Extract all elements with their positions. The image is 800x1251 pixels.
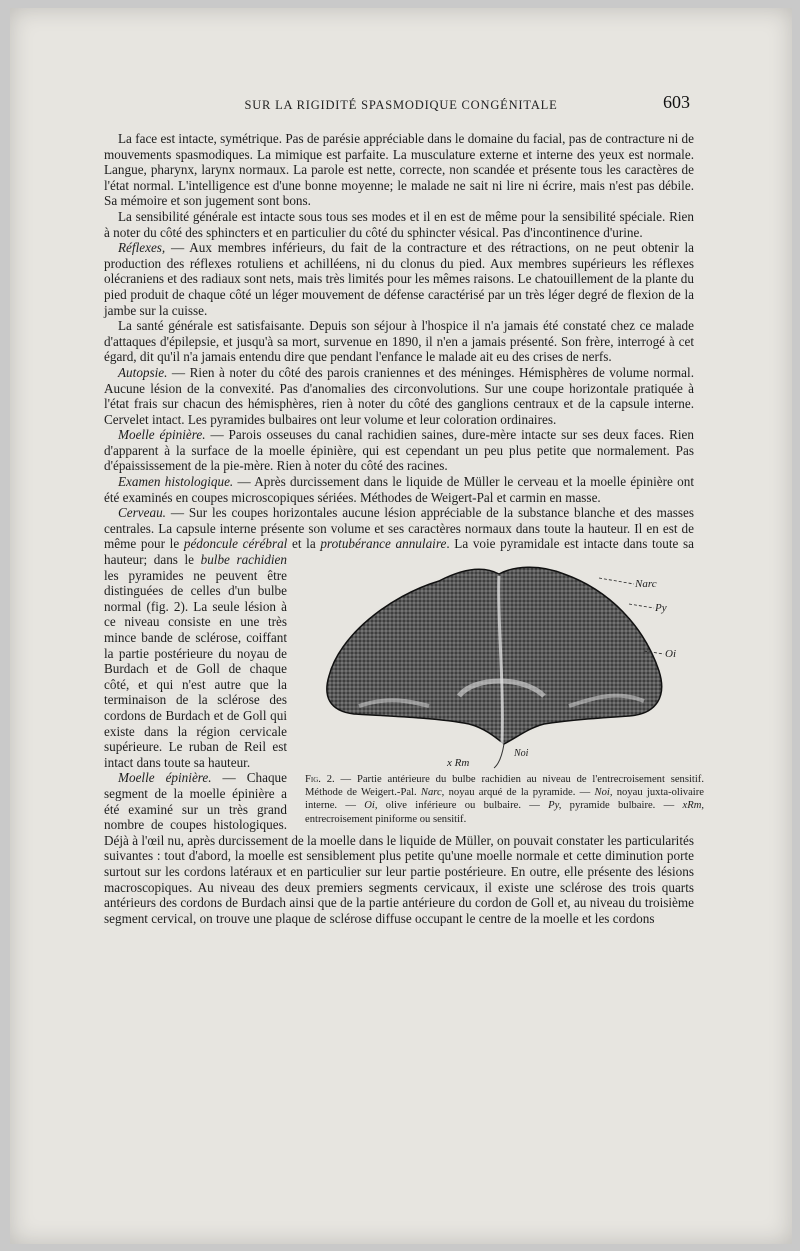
medulla-section-outline — [327, 567, 662, 744]
paragraph-face: La face est intacte, symétrique. Pas de parésie appréciable dans le domaine du facial, pas de contracture ni de mouvements spasmodiques. La mimique est parfaite. La musculature externe et interne des yeux est normale. Langue, pharynx, larynx normaux. La parole est nette, correcte, non scandée et présente tous les caractères de l'état normal. L'intelligence est d'une bonne moyenne; le malade ne sait ni lire ni écrire, mais n'est pas débile. Sa mémoire et son jugement sont bons. — [104, 131, 694, 209]
paragraph-examen — [104, 474, 694, 505]
paragraph-autopsie-text: — Rien à noter du côté des parois craniennes et des méninges. Hémisphères de volume normal. Aucune lésion de la convexité. Pas d'anomalies des circonvolutions. Sur une coupe horizontale pratiquée à l'état frais sur chacun des hémisphères, rien à noter du côté des ganglions centraux et de la capsule interne. Cervelet intact. Les pyramides bulbaires ont leur volume et leur coloration ordinaires. — [104, 364, 694, 427]
caption-term-noi: Noi, — [594, 787, 613, 799]
page-number: 603 — [663, 92, 690, 112]
figure-caption-text: noyau arqué de la pyramide. — — [444, 787, 595, 799]
label-xrm: x Rm — [447, 757, 470, 770]
body-text — [104, 131, 704, 926]
running-title: SUR LA RIGIDITÉ SPASMODIQUE CONGÉNITALE — [244, 98, 558, 112]
figure-caption — [299, 773, 704, 826]
section-label-autopsie: Autopsie. — [118, 364, 168, 380]
paragraph-reflexes — [104, 240, 694, 318]
paragraph-cerveau-text-d: les pyramides ne peuvent être distinguées de celles d'un bulbe normal (fig. 2). La seule lésion à ce niveau consiste en une très mince bande de sclérose, coiffant la partie postérieure du noyau de Burdach et de Goll de chaque côté, et qui n'est autre que la terminaison de la sclérose des cordons de Burdach et de Goll qui existe dans la région cervicale supérieure. Le ruban de Reil est intact dans toute sa hauteur. — [104, 567, 287, 770]
paragraph-sante: La santé générale est satisfaisante. Depuis son séjour à l'hospice il n'a jamais été constaté chez ce malade d'attaques d'épilepsie, et jusqu'à sa mort, survenue en 1890, il n'en a jamais présenté. Son frère, interrogé à cet égard, dit qu'il n'a jamais entendu dire que pendant l'enfance le malade ait eu des crises de nerfs. — [104, 318, 694, 365]
term-pedoncule: pédoncule cérébral — [183, 536, 288, 552]
figure-caption-label: Fig. 2. — [305, 774, 335, 786]
label-py: Py — [655, 602, 667, 615]
paragraph-moelle — [104, 427, 694, 474]
term-bulbe: bulbe rachidien — [200, 552, 287, 568]
term-protuberance: protubérance annulaire — [320, 536, 447, 552]
figure-caption-text: olive inférieure ou bulbaire. — — [377, 800, 549, 812]
figure-caption-text: noyau juxta-olivaire interne. — — [305, 787, 704, 812]
section-label-moelle: Moelle épinière. — [118, 427, 206, 443]
section-label-cerveau: Cerveau. — [118, 505, 166, 521]
figure-2 — [299, 556, 704, 826]
page — [10, 8, 792, 1244]
figure-caption-text: entrecroisement piniforme ou sensitif. — [305, 813, 467, 825]
caption-term-py: Py, — [548, 800, 562, 812]
figure-caption-text: pyramide bulbaire. — — [561, 800, 683, 812]
paragraph-cerveau-text-a: — Sur les coupes horizontales aucune lésion appréciable de la substance blanche et des masses centrales. La capsule interne présente son volume et ses caractères normaux dans toute la hauteur. Il en est de même pour le — [104, 505, 694, 552]
paragraph-reflexes-text: — Aux membres inférieurs, du fait de la contracture et des rétractions, on ne peut obtenir la production des réflexes rotuliens et achilléens, ni du clonus du pied. Aux membres supérieurs les réflexes olécraniens et des radiaux sont nets, mais très limités pour les mêmes raisons. Le chatouillement de la plante du pied produit de chaque côté un léger mouvement de défense caractérisé par un très léger degré de flexion de la jambe sur la cuisse. — [104, 240, 694, 318]
label-oi: Oi — [665, 648, 676, 661]
caption-term-oi: Oi, — [364, 800, 378, 812]
medulla-section-illustration — [299, 556, 694, 771]
figure-caption-text: — Partie antérieure du bulbe rachidien au niveau de l'entrecroisement sensitif. Méthode de Weigert.-Pal. — [305, 774, 704, 799]
caption-term-narc: Narc, — [420, 787, 445, 799]
caption-term-xrm: xRm, — [682, 800, 704, 812]
paragraph-moelle-histologie-text: — Chaque segment de la moelle épinière a été examiné sur un très grand nombre de coupes histologiques. Déjà à l'œil nu, après durcissement de la moelle dans le liquide de Müller, on pouvait constater les particularités suivantes : tout d'abord, la moelle est sensiblement plus petite qu'une moelle normale et cette diminution porte surtout sur les cordons latéraux et en particulier sur leur partie postérieure. En outre, elle présente des lésions macroscopiques. Au niveau des deux premiers segments cervicaux, il existe une sclérose des trois quarts antérieurs des cordons de Burdach ainsi que de la partie antérieure du cordon de Goll et, au niveau du troisième segment cervical, on trouve une plaque de sclérose diffuse occupant le centre de la moelle et les cordons — [104, 770, 694, 926]
paragraph-cerveau-text-c: . La voie pyramidale est intacte dans toute sa hauteur; dans le — [104, 536, 694, 568]
section-label-reflexes: Réflexes, — [118, 240, 166, 256]
paragraph-cerveau-text-b: et la — [287, 536, 321, 552]
paragraph-autopsie — [104, 365, 694, 427]
paragraph-sensibilite: La sensibilité générale est intacte sous tous ses modes et il en est de même pour la sensibilité spéciale. Rien à noter du côté des sphincters et en particulier du côté du sphincter vésical. Pas d'incontinence d'urine. — [104, 208, 694, 240]
label-narc: Narc — [635, 578, 657, 591]
section-label-moelle-2: Moelle épinière. — [118, 770, 212, 786]
paragraph-examen-text: — Après durcissement dans le liquide de Müller le cerveau et la moelle épinière ont été examinés en coupes microscopiques sériées. Méthodes de Weigert-Pal et carmin en masse. — [104, 474, 694, 505]
page-header — [10, 92, 792, 116]
label-noi: Noi — [514, 748, 529, 760]
section-label-examen: Examen histologique. — [118, 474, 234, 490]
paragraph-moelle-text: — Parois osseuses du canal rachidien saines, dure-mère intacte sur ses deux faces. Rien d'apparent à la surface de la moelle épinière, qui est cependant un peu plus petite que normalement. Pas d'épaississement de la pie-mère. Rien à noter du côté des racines. — [104, 427, 694, 474]
